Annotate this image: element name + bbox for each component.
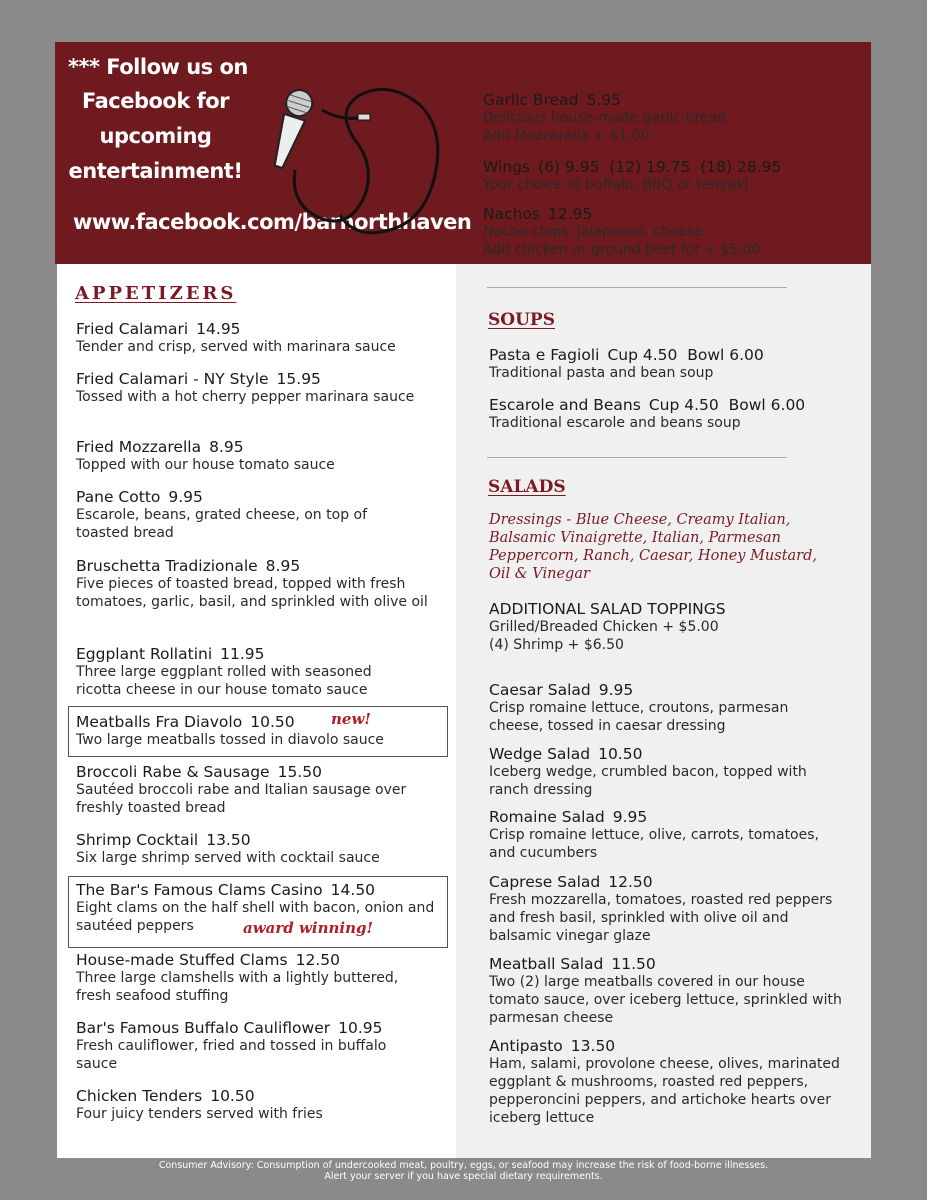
item-name: The Bar's Famous Clams Casino xyxy=(76,881,323,899)
item-price: 10.50 xyxy=(210,1087,255,1105)
appetizers-title: APPETIZERS xyxy=(75,283,237,304)
microphone-icon xyxy=(270,80,460,250)
menu-item xyxy=(76,951,426,1005)
soups-title: SOUPS xyxy=(488,310,555,330)
item-description: Ham, salami, provolone cheese, olives, marinated eggplant & mushrooms, roasted red peppers, pepperoncini peppers, and artichoke hearts over iceberg lettuce xyxy=(489,1056,840,1126)
item-name: Fried Calamari xyxy=(76,320,189,338)
dietary-notice: Alert your server if you have special dietary requirements. xyxy=(324,1171,603,1182)
item-price: 12.50 xyxy=(295,951,340,969)
item-price: 11.95 xyxy=(220,645,265,663)
item-description: Delicious house-made garlic bread xyxy=(483,110,726,126)
new-tag: new! xyxy=(331,710,371,728)
toppings-title: ADDITIONAL SALAD TOPPINGS xyxy=(489,600,726,618)
item-name: Pasta e Fagioli xyxy=(489,346,600,364)
menu-item xyxy=(76,557,436,611)
menu-item xyxy=(489,808,849,862)
item-name: Caprese Salad xyxy=(489,873,601,891)
menu-item xyxy=(76,320,446,356)
topping-option: Grilled/Breaded Chicken + $5.00 xyxy=(489,619,719,635)
promo-line-2: Facebook for xyxy=(81,89,230,113)
menu-item xyxy=(76,1087,446,1123)
section-divider xyxy=(487,287,787,288)
dressings-list: Dressings - Blue Cheese, Creamy Italian, Balsamic Vinaigrette, Italian, Parmesan Peppercorn, Ranch, Caesar, Honey Mustard, Oil & Vinegar xyxy=(489,512,817,582)
item-description: Three large clamshells with a lightly buttered, fresh seafood stuffing xyxy=(76,970,399,1004)
item-price: 15.50 xyxy=(277,763,322,781)
item-price: 13.50 xyxy=(570,1037,616,1055)
menu-item xyxy=(76,488,406,542)
item-name: Escarole and Beans xyxy=(489,396,641,414)
item-price: 8.95 xyxy=(265,557,301,575)
item-description: Two large meatballs tossed in diavolo sauce xyxy=(76,732,384,748)
item-price: 5.95 xyxy=(586,91,621,109)
promo-line-1: *** Follow us on xyxy=(68,55,248,79)
item-description: Iceberg wedge, crumbled bacon, topped with ranch dressing xyxy=(489,764,807,798)
item-description: Tender and crisp, served with marinara sauce xyxy=(76,339,396,355)
item-name: Nachos xyxy=(483,205,540,223)
item-name: Bruschetta Tradizionale xyxy=(76,557,258,575)
item-name: Romaine Salad xyxy=(489,808,605,826)
menu-item xyxy=(76,370,421,406)
item-description: Four juicy tenders served with fries xyxy=(76,1106,323,1122)
menu-item xyxy=(76,713,441,749)
item-name: Eggplant Rollatini xyxy=(76,645,213,663)
menu-item xyxy=(483,91,853,145)
item-price: 12.95 xyxy=(548,205,593,223)
item-price: 14.95 xyxy=(196,320,241,338)
item-name: Wedge Salad xyxy=(489,745,591,763)
item-name: House-made Stuffed Clams xyxy=(76,951,288,969)
menu-item xyxy=(489,873,854,945)
item-description: Five pieces of toasted bread, topped with fresh tomatoes, garlic, basil, and sprinkled with olive oil xyxy=(76,576,428,610)
menu-item xyxy=(489,745,849,799)
item-description: Escarole, beans, grated cheese, on top of toasted bread xyxy=(76,507,368,541)
item-name: Antipasto xyxy=(489,1037,563,1055)
menu-item xyxy=(489,1037,854,1127)
menu-item xyxy=(483,205,853,259)
item-name: Bar's Famous Buffalo Cauliflower xyxy=(76,1019,331,1037)
item-addon: Add chicken or ground beef for + $5.00 xyxy=(483,242,761,258)
salad-toppings xyxy=(489,600,859,654)
salads-title: SALADS xyxy=(488,477,566,497)
item-price: 10.95 xyxy=(338,1019,383,1037)
consumer-advisory: Consumer Advisory: Consumption of undercooked meat, poultry, eggs, or seafood may increase the risk of food-borne illnesses. xyxy=(158,1160,769,1171)
item-price: 11.50 xyxy=(611,955,656,973)
menu-item xyxy=(76,831,446,867)
item-price: 9.95 xyxy=(612,808,648,826)
item-name: Caesar Salad xyxy=(489,681,591,699)
item-description: Tossed with a hot cherry pepper marinara sauce xyxy=(76,389,415,405)
item-description: Topped with our house tomato sauce xyxy=(76,457,335,473)
menu-item xyxy=(483,158,853,194)
item-description: Three large eggplant rolled with seasoned ricotta cheese in our house tomato sauce xyxy=(76,664,372,698)
item-description: Traditional pasta and bean soup xyxy=(489,365,714,381)
item-name: Meatballs Fra Diavolo xyxy=(76,713,243,731)
banner-strip xyxy=(456,42,871,76)
menu-item xyxy=(489,681,829,735)
menu-item xyxy=(489,955,844,1027)
item-price: 10.50 xyxy=(598,745,643,763)
item-price: 9.95 xyxy=(598,681,634,699)
item-description: Crisp romaine lettuce, croutons, parmesan cheese, tossed in caesar dressing xyxy=(489,700,789,734)
item-description: Your choice of buffalo, BBQ or teriyaki xyxy=(483,177,749,193)
item-price: 14.50 xyxy=(330,881,376,899)
promo-line-3: upcoming xyxy=(99,124,212,148)
item-price: Cup 4.50 Bowl 6.00 xyxy=(648,396,806,414)
item-name: Shrimp Cocktail xyxy=(76,831,199,849)
item-name: Pane Cotto xyxy=(76,488,161,506)
item-price: 9.95 xyxy=(168,488,203,506)
menu-item xyxy=(76,763,441,817)
promo-line-4: entertainment! xyxy=(68,159,243,183)
menu-item xyxy=(76,645,416,699)
section-divider xyxy=(487,457,787,458)
menu-item xyxy=(76,1019,421,1073)
item-name: Meatball Salad xyxy=(489,955,604,973)
item-description: Fresh cauliflower, fried and tossed in buffalo sauce xyxy=(76,1038,387,1072)
item-description: Eight clams on the half shell with bacon, onion and sautéed peppers xyxy=(76,900,435,934)
item-name: Broccoli Rabe & Sausage xyxy=(76,763,270,781)
item-description: Nacho chips, jalapenos, cheese xyxy=(483,224,703,240)
item-price: (6) 9.95 (12) 19.75 (18) 28.95 xyxy=(538,158,782,176)
topping-option: (4) Shrimp + $6.50 xyxy=(489,637,624,653)
item-name: Wings xyxy=(483,158,531,176)
item-price: 15.95 xyxy=(276,370,321,388)
menu-item xyxy=(489,346,859,382)
item-price: 8.95 xyxy=(209,438,244,456)
item-price: 12.50 xyxy=(608,873,653,891)
item-description: Six large shrimp served with cocktail sauce xyxy=(76,850,380,866)
item-price: Cup 4.50 Bowl 6.00 xyxy=(607,346,764,364)
item-name: Fried Mozzarella xyxy=(76,438,202,456)
award-winning-tag: award winning! xyxy=(243,919,374,937)
item-name: Garlic Bread xyxy=(483,91,579,109)
menu-item xyxy=(489,396,859,432)
item-description: Sautéed broccoli rabe and Italian sausage over freshly toasted bread xyxy=(76,782,407,816)
item-name: Chicken Tenders xyxy=(76,1087,203,1105)
facebook-url[interactable]: www.facebook.com/barnorthhaven xyxy=(73,210,472,234)
item-price: 10.50 xyxy=(250,713,295,731)
item-addon: Add Mozzarella + $1.00 xyxy=(483,128,650,144)
menu-item xyxy=(76,438,446,474)
item-description: Two (2) large meatballs covered in our house tomato sauce, over iceberg lettuce, sprinkled with parmesan cheese xyxy=(489,974,842,1026)
item-description: Traditional escarole and beans soup xyxy=(489,415,741,431)
item-price: 13.50 xyxy=(206,831,251,849)
item-name: Fried Calamari - NY Style xyxy=(76,370,269,388)
item-description: Fresh mozzarella, tomatoes, roasted red peppers and fresh basil, sprinkled with olive oil and balsamic vinegar glaze xyxy=(489,892,833,944)
item-description: Crisp romaine lettuce, olive, carrots, tomatoes, and cucumbers xyxy=(489,827,819,861)
